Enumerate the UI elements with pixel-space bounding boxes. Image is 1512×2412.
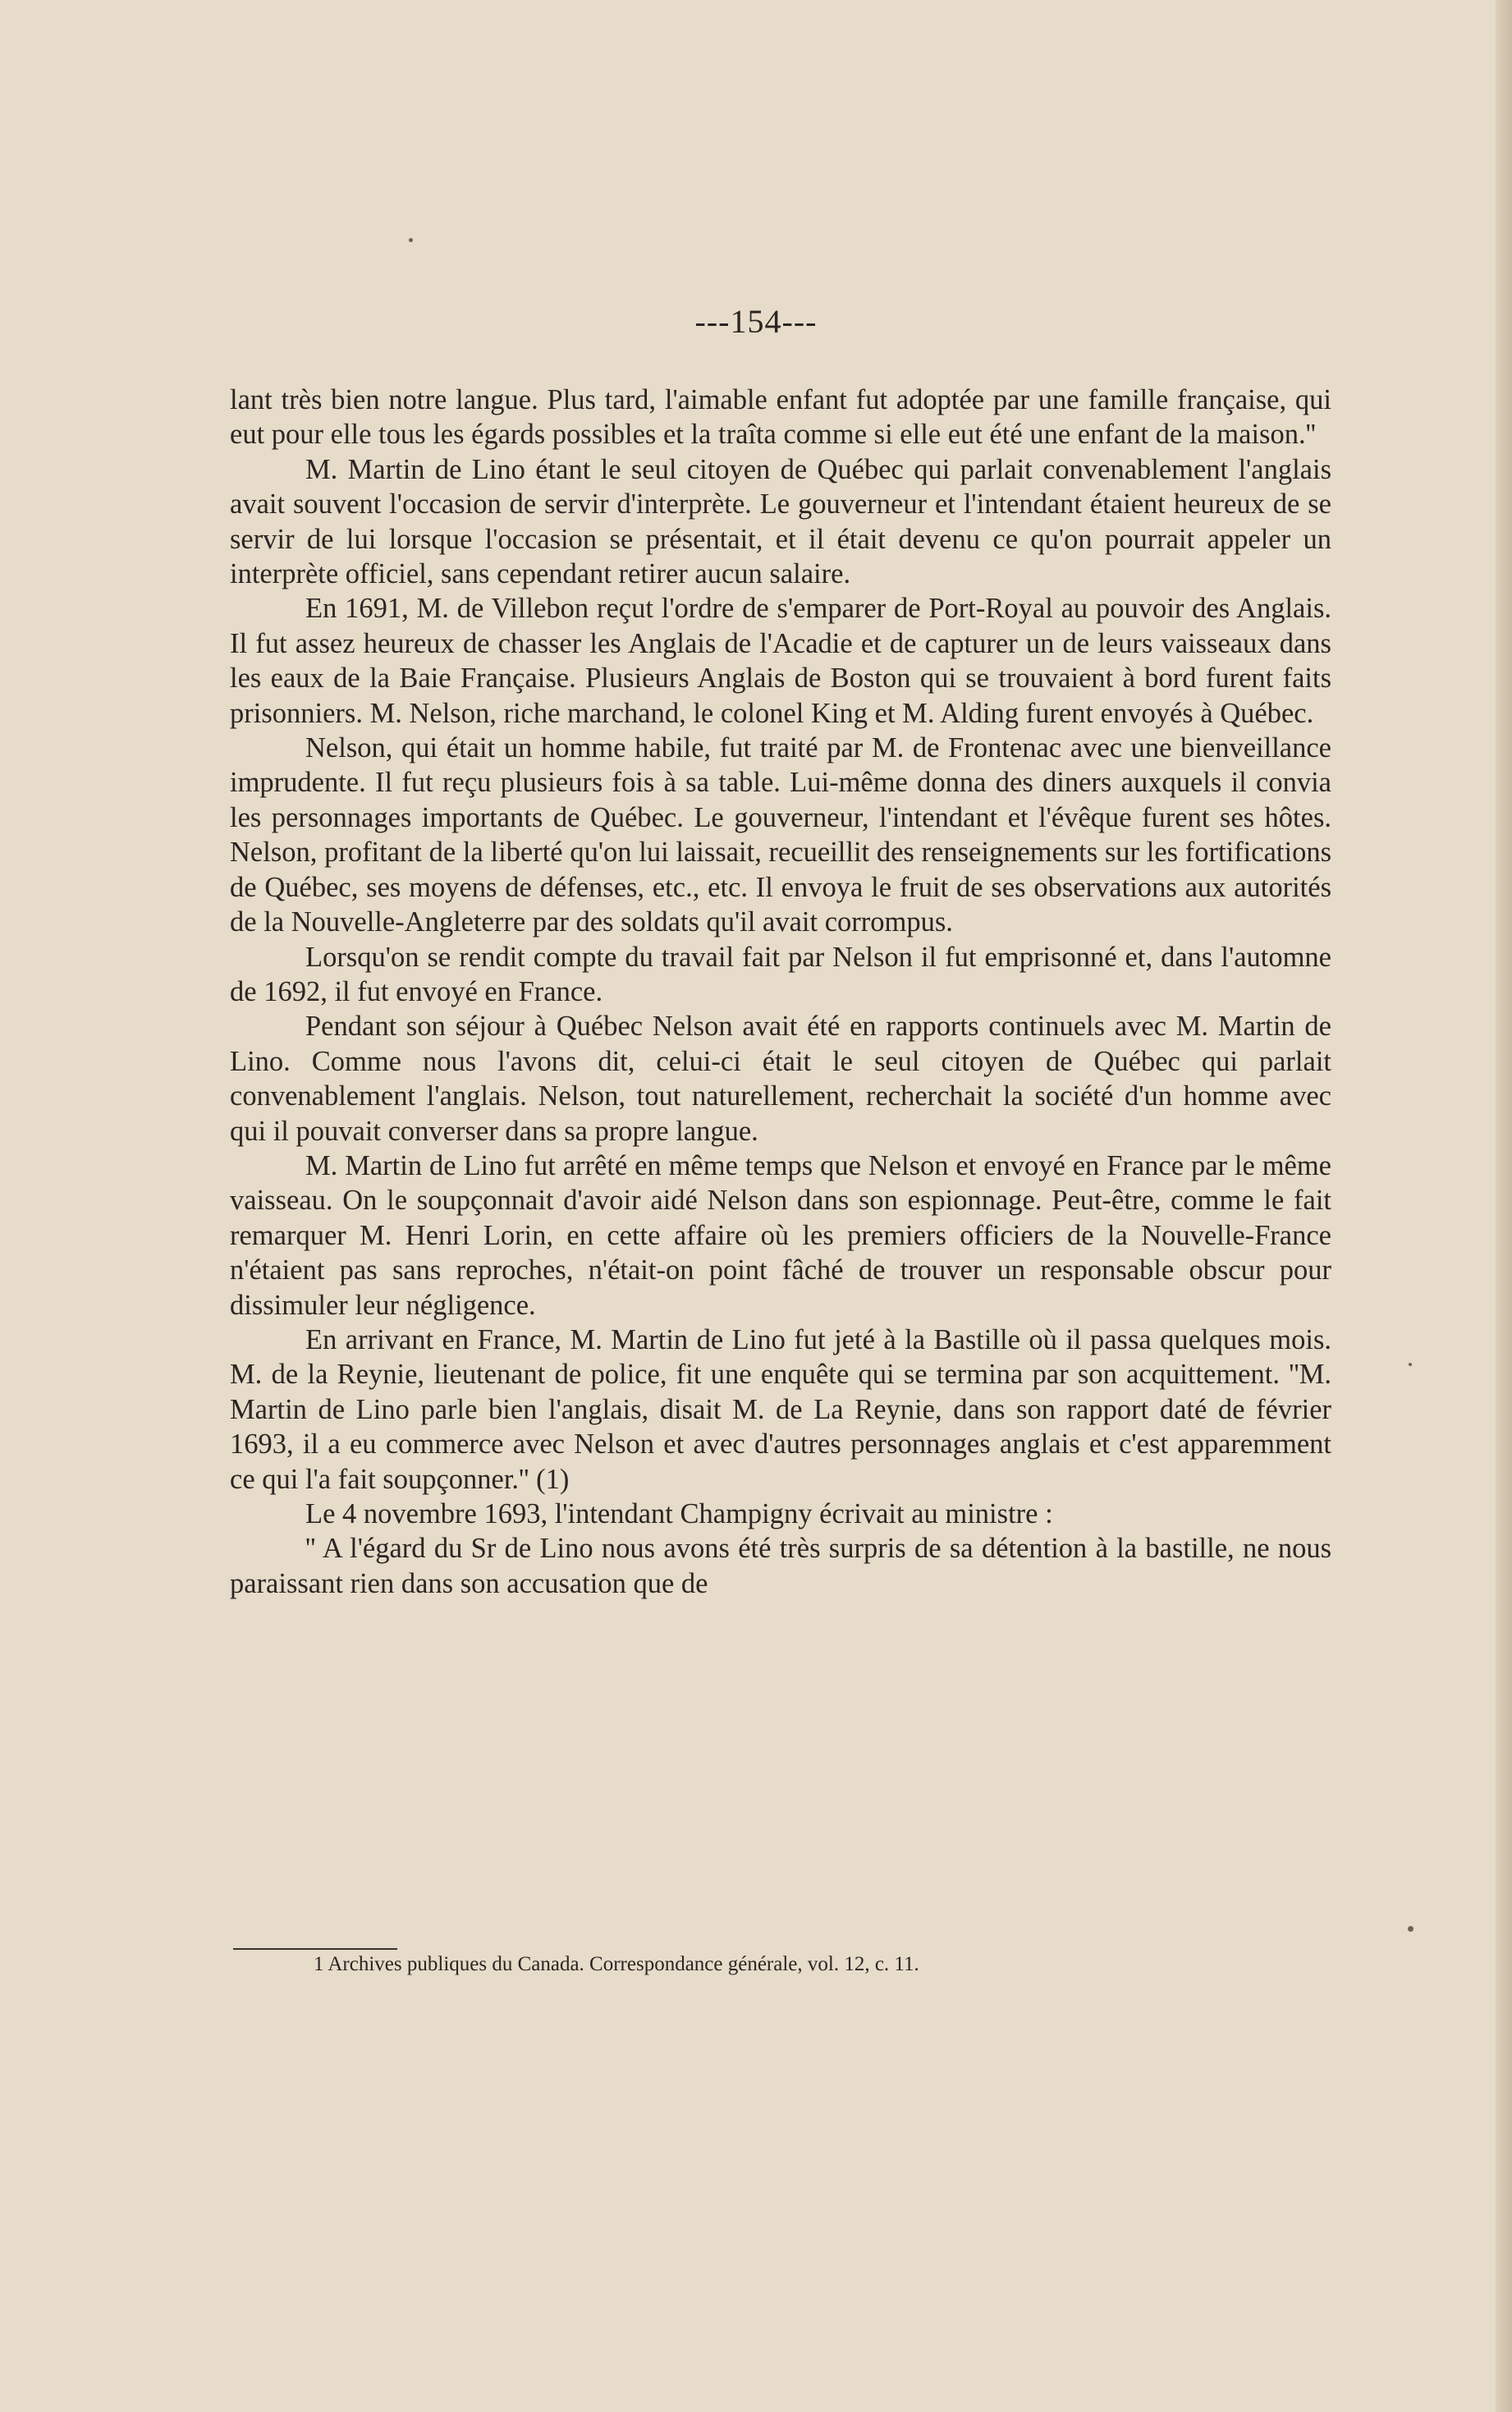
footnote: 1 Archives publiques du Canada. Correspondance générale, vol. 12, c. 11. <box>314 1953 919 1975</box>
page-edge <box>1496 0 1512 2412</box>
paragraph: lant très bien notre langue. Plus tard, l'aimable enfant fut adoptée par une famille française, qui eut pour elle tous les égards possibles et la traîta comme si elle eut été une enfant de la maison.'' <box>230 384 1331 451</box>
body-text <box>230 383 1331 1601</box>
paragraph: Lorsqu'on se rendit compte du travail fait par Nelson il fut emprisonné et, dans l'automne de 1692, il fut envoyé en France. <box>230 941 1331 1007</box>
footnote-rule <box>233 1948 397 1950</box>
paragraph: '' A l'égard du Sr de Lino nous avons été très surpris de sa détention à la bastille, ne nous paraissant rien dans son accusation que de <box>230 1533 1331 1599</box>
paragraph: Le 4 novembre 1693, l'intendant Champigny écrivait au ministre : <box>305 1498 1053 1529</box>
page-number: ---154--- <box>694 303 818 340</box>
paper-speck <box>409 238 413 242</box>
paragraph: En 1691, M. de Villebon reçut l'ordre de s'emparer de Port-Royal au pouvoir des Anglais. Il fut assez heureux de chasser les Anglais de l'Acadie et de capturer un de leurs vaisseaux dans les eaux de la Baie Française. Plusieurs Anglais de Boston qui se trouvaient à bord furent faits prisonniers. M. Nelson, riche marchand, le colonel King et M. Alding furent envoyés à Québec. <box>230 593 1331 729</box>
paragraph: M. Martin de Lino fut arrêté en même temps que Nelson et envoyé en France par le même vaisseau. On le soupçonnait d'avoir aidé Nelson dans son espionnage. Peut-être, comme le fait remarquer M. Henri Lorin, en cette affaire où les premiers officiers de la Nouvelle-France n'étaient pas sans reproches, n'était-on point fâché de trouver un responsable obscur pour dissimuler leur négligence. <box>230 1149 1331 1321</box>
paragraph: M. Martin de Lino étant le seul citoyen de Québec qui parlait convenablement l'anglais avait souvent l'occasion de servir d'interprète. Le gouverneur et l'intendant étaient heureux de se servir de lui lorsque l'occasion se présentait, et il était devenu ce qu'on pourrait appeler un interprète officiel, sans cependant retirer aucun salaire. <box>230 453 1331 590</box>
paragraph: En arrivant en France, M. Martin de Lino fut jeté à la Bastille où il passa quelques mois. M. de la Reynie, lieutenant de police, fit une enquête qui se termina par son acquittement. ''M. Martin de Lino parle bien l'anglais, disait M. de La Reynie, dans son rapport daté de février 1693, il a eu commerce avec Nelson et avec d'autres personnages anglais et c'est apparemment ce qui l'a fait soupçonner.'' (1) <box>230 1323 1331 1495</box>
paper-speck <box>1409 1363 1412 1366</box>
paper-speck <box>1408 1926 1413 1932</box>
paragraph: Pendant son séjour à Québec Nelson avait été en rapports continuels avec M. Martin de Lino. Comme nous l'avons dit, celui-ci était le seul citoyen de Québec qui parlait convenablement l'anglais. Nelson, tout naturellement, recherchait la société d'un homme avec qui il pouvait converser dans sa propre langue. <box>230 1011 1331 1147</box>
paragraph: Nelson, qui était un homme habile, fut traité par M. de Frontenac avec une bienveillance imprudente. Il fut reçu plusieurs fois à sa table. Lui-même donna des diners auxquels il convia les personnages importants de Québec. Le gouverneur, l'intendant et l'évêque furent ses hôtes. Nelson, profitant de la liberté qu'on lui laissait, recueillit des renseignements sur les fortifications de Québec, ses moyens de défenses, etc., etc. Il envoya le fruit de ses observations aux autorités de la Nouvelle-Angleterre par des soldats qu'il avait corrompus. <box>230 732 1331 938</box>
